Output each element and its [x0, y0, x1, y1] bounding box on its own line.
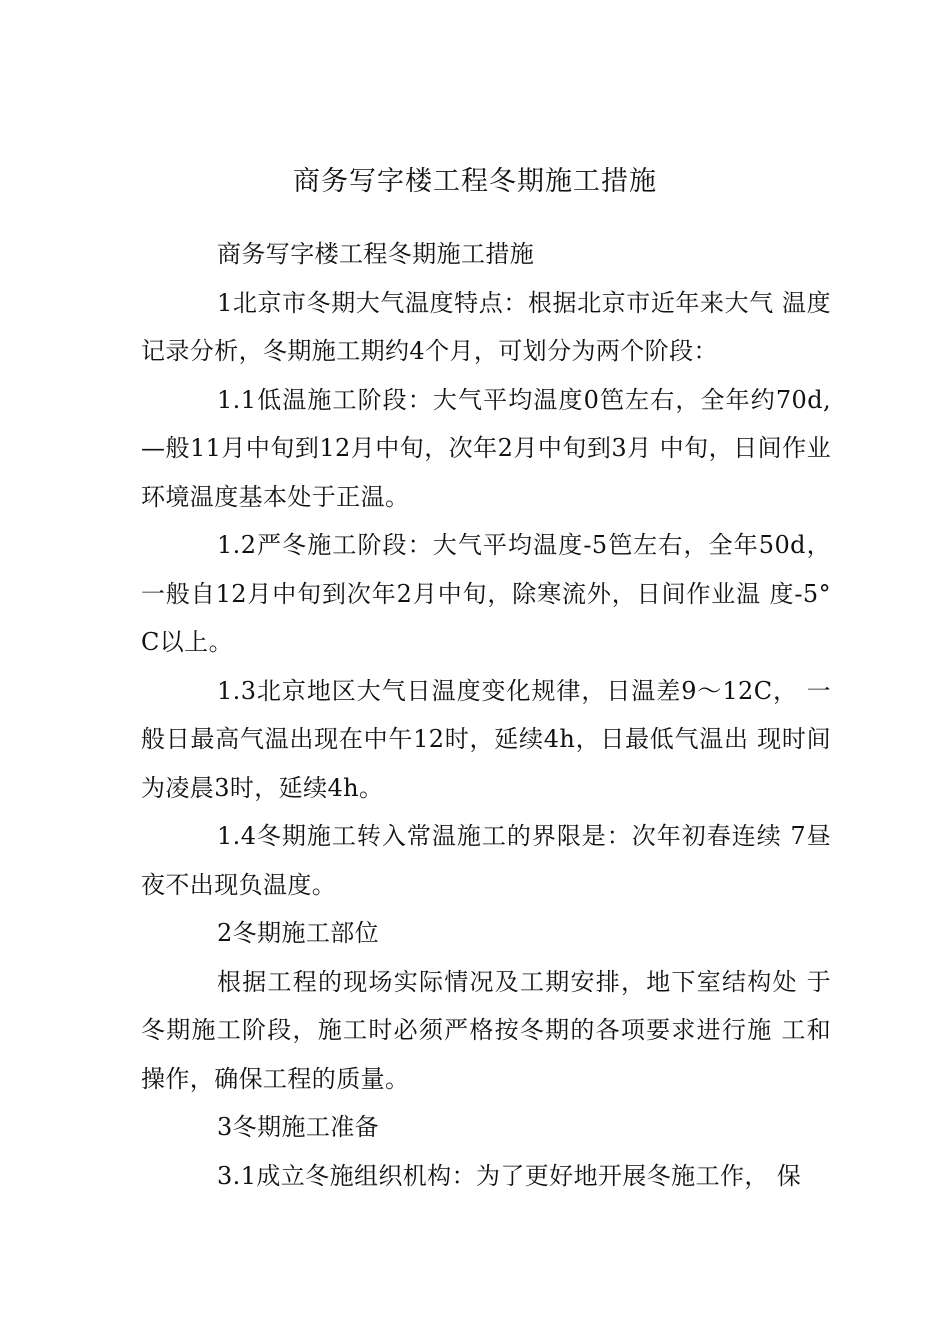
document-body	[141, 230, 831, 1200]
paragraph-section-1-4: 1.4冬期施工转入常温施工的界限是：次年初春连续 7昼夜不出现负温度。	[141, 822, 831, 899]
heading-section-3: 3冬期施工准备	[217, 1113, 380, 1141]
paragraph-section-3-1: 3.1成立冬施组织机构：为了更好地开展冬施工作， 保	[217, 1161, 802, 1190]
subtitle-paragraph: 商务写字楼工程冬期施工措施	[217, 240, 535, 268]
paragraph-section-2-body: 根据工程的现场实际情况及工期安排，地下室结构处 于冬期施工阶段，施工时必须严格按冬期的各项要求进行施 工和操作，确保工程的质量。	[141, 967, 831, 1093]
paragraph-section-1-2: 1.2严冬施工阶段：大气平均温度-5笆左右，全年50d，一般自12月中旬到次年2月中旬，除寒流外，日间作业温 度-5° C以上。	[141, 531, 831, 656]
heading-section-2: 2冬期施工部位	[217, 919, 380, 947]
paragraph-section-1-1: 1.1低温施工阶段：大气平均温度0笆左右，全年约70d, —般11月中旬到12月中旬，次年2月中旬到3月 中旬，日间作业环境温度基本处于正温。	[141, 385, 831, 511]
paragraph-section-1: 1北京市冬期大气温度特点：根据北京市近年来大气 温度记录分析，冬期施工期约4个月，可划分为两个阶段：	[141, 288, 831, 365]
document-title: 商务写字楼工程冬期施工措施	[293, 166, 657, 197]
paragraph-section-1-3: 1.3北京地区大气日温度变化规律，日温差9〜12C， 一般日最高气温出现在中午12时，延续4h，日最低气温出 现时间为凌晨3时，延续4h。	[141, 676, 831, 802]
